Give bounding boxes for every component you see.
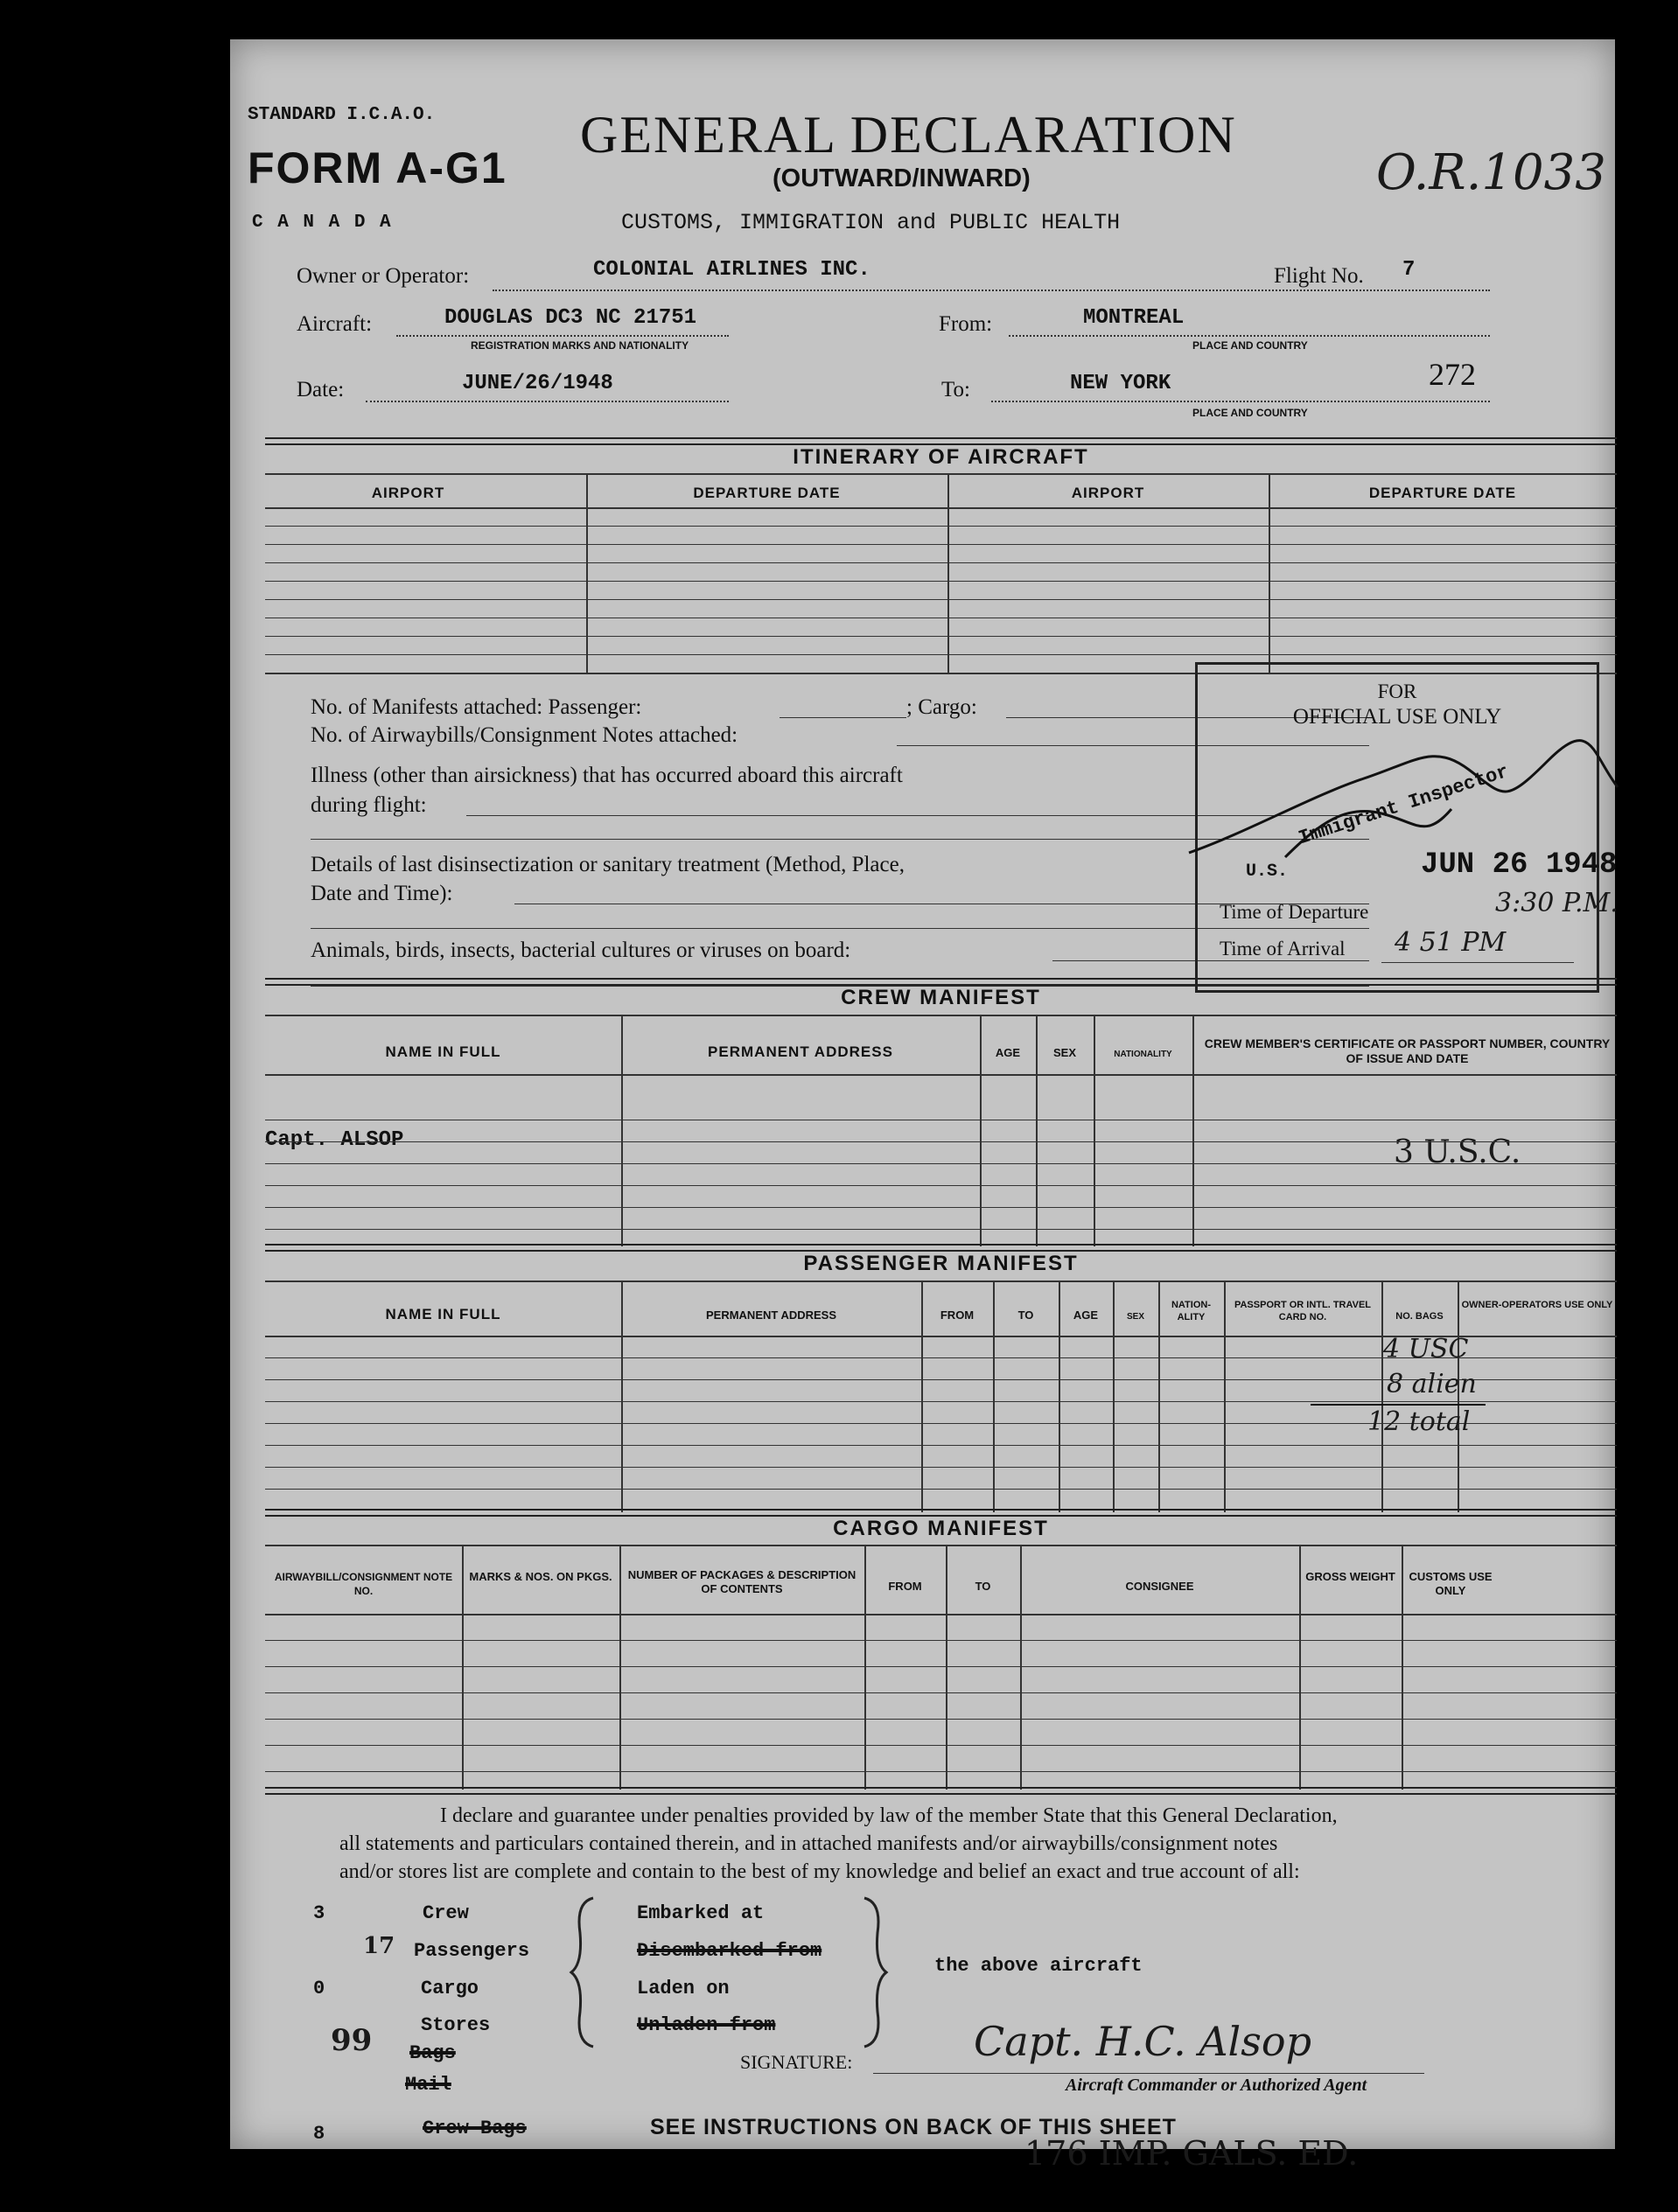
airwaybills-label: No. of Airwaybills/Consignment Notes attached: bbox=[311, 723, 738, 747]
action-laden: Laden on bbox=[637, 1978, 730, 1999]
itinerary-col-departure-1: DEPARTURE DATE bbox=[693, 485, 841, 501]
form-number: FORM A-G1 bbox=[248, 143, 507, 192]
count-cargo-value: 0 bbox=[313, 1978, 325, 1999]
left-brace bbox=[567, 1894, 602, 2051]
passenger-col-bags: NO. BAGS bbox=[1395, 1311, 1444, 1322]
count-crew-bags-label: Crew Bags bbox=[423, 2118, 527, 2139]
count-crew-bags-value: 8 bbox=[313, 2123, 325, 2145]
passenger-col-address: PERMANENT ADDRESS bbox=[705, 1308, 837, 1322]
stamp-inspector-title: Immigrant Inspector bbox=[1296, 760, 1512, 850]
signature-caption: Aircraft Commander or Authorized Agent bbox=[1066, 2076, 1367, 2095]
count-bags-value: 99 bbox=[331, 2023, 373, 2058]
passenger-col-age: AGE bbox=[1073, 1308, 1099, 1322]
illness-label-1: Illness (other than airsickness) that has occurred aboard this aircraft bbox=[311, 764, 903, 787]
cargo-col-airwaybill: AIRWAYBILL/CONSIGNMENT NOTE NO. bbox=[274, 1571, 453, 1597]
owner-label: Owner or Operator: bbox=[297, 264, 470, 288]
fuel-note: 176 IMP. GALS. ED. bbox=[1024, 2134, 1359, 2173]
itinerary-col-airport-1: AIRPORT bbox=[371, 485, 445, 501]
itinerary-col-airport-2: AIRPORT bbox=[1071, 485, 1145, 501]
cargo-col-to: TO bbox=[975, 1580, 991, 1593]
disinsect-label-1: Details of last disinsectization or sanitary treatment (Method, Place, bbox=[311, 853, 905, 876]
count-crew-label: Crew bbox=[423, 1902, 469, 1924]
passenger-manifest-title: PASSENGER MANIFEST bbox=[803, 1252, 1079, 1275]
passenger-col-owner: OWNER-OPERATORS USE ONLY bbox=[1461, 1300, 1613, 1310]
date-label: Date: bbox=[297, 378, 345, 401]
form-subtitle: (OUTWARD/INWARD) bbox=[773, 164, 1031, 192]
place-caption-to: PLACE AND COUNTRY bbox=[1192, 407, 1308, 419]
count-crew-value: 3 bbox=[313, 1902, 325, 1924]
count-bags-label: Bags bbox=[409, 2042, 456, 2064]
instructions-note: SEE INSTRUCTIONS ON BACK OF THIS SHEET bbox=[650, 2115, 1177, 2139]
to-value: NEW YORK bbox=[1070, 372, 1171, 395]
flight-label: Flight No. bbox=[1274, 264, 1364, 288]
aircraft-value: DOUGLAS DC3 NC 21751 bbox=[444, 306, 697, 330]
declaration-text-1: I declare and guarantee under penalties provided by law of the member State that this General Declaration, bbox=[440, 1804, 1338, 1827]
crew-col-sex: SEX bbox=[1052, 1046, 1076, 1059]
country-label: C A N A D A bbox=[252, 213, 393, 233]
extra-number: 272 bbox=[1429, 357, 1476, 392]
official-use-label: OFFICIAL USE ONLY bbox=[1292, 705, 1502, 729]
passenger-col-from: FROM bbox=[940, 1308, 975, 1322]
manifests-attached-label: No. of Manifests attached: Passenger: bbox=[311, 695, 642, 719]
passenger-col-to: TO bbox=[1017, 1308, 1034, 1322]
owner-value: COLONIAL AIRLINES INC. bbox=[593, 258, 870, 282]
declaration-text-3: and/or stores list are complete and contain to the best of my knowledge and belief an exact and true account of all: bbox=[339, 1860, 1300, 1883]
stamp-us: U.S. bbox=[1246, 862, 1289, 882]
count-stores-label: Stores bbox=[421, 2014, 491, 2036]
crew-entry-note: 3 U.S.C. bbox=[1394, 1134, 1521, 1170]
cargo-manifest-label: ; Cargo: bbox=[906, 695, 977, 719]
cargo-col-packages: NUMBER OF PACKAGES & DESCRIPTION OF CONTENTS bbox=[627, 1568, 856, 1595]
from-value: MONTREAL bbox=[1083, 306, 1185, 330]
authorities-label: CUSTOMS, IMMIGRATION and PUBLIC HEALTH bbox=[621, 210, 1121, 235]
form-title: GENERAL DECLARATION bbox=[580, 106, 1237, 164]
above-aircraft-text: the above aircraft bbox=[934, 1955, 1143, 1977]
crew-col-name: NAME IN FULL bbox=[385, 1043, 501, 1060]
count-passengers-label: Passengers bbox=[414, 1940, 530, 1962]
stamp-date: JUN 26 1948 bbox=[1421, 848, 1618, 882]
right-brace bbox=[860, 1894, 895, 2051]
crew-col-nationality: NATIONALITY bbox=[1114, 1050, 1172, 1059]
crew-col-address: PERMANENT ADDRESS bbox=[708, 1043, 893, 1060]
cargo-col-consignee: CONSIGNEE bbox=[1125, 1580, 1194, 1593]
action-disembarked: Disembarked from bbox=[637, 1940, 822, 1962]
cargo-col-from: FROM bbox=[888, 1580, 922, 1593]
animals-label: Animals, birds, insects, bacterial cultures or viruses on board: bbox=[311, 939, 851, 962]
arrival-time-value: 4 51 PM bbox=[1395, 927, 1507, 958]
place-caption-from: PLACE AND COUNTRY bbox=[1192, 339, 1308, 352]
arrival-time-label: Time of Arrival bbox=[1220, 938, 1346, 959]
date-value: JUNE/26/1948 bbox=[462, 372, 613, 395]
crew-entry-name: Capt. ALSOP bbox=[265, 1128, 404, 1152]
passenger-tally-alien: 8 alien bbox=[1387, 1369, 1477, 1399]
count-passengers-value: 17 bbox=[363, 1933, 395, 1959]
action-unladen: Unladen from bbox=[637, 2014, 776, 2036]
signature-value: Capt. H.C. Alsop bbox=[974, 2018, 1312, 2065]
action-embarked: Embarked at bbox=[637, 1902, 765, 1924]
crew-col-age: AGE bbox=[995, 1046, 1021, 1059]
standard-label: STANDARD I.C.A.O. bbox=[248, 105, 436, 125]
passenger-tally-total: 12 total bbox=[1367, 1406, 1471, 1437]
passenger-col-name: NAME IN FULL bbox=[385, 1306, 501, 1322]
from-label: From: bbox=[939, 312, 993, 336]
itinerary-title: ITINERARY OF AIRCRAFT bbox=[793, 445, 1089, 469]
declaration-text-2: all statements and particulars contained therein, and in attached manifests and/or airwaybills/consignment notes bbox=[339, 1832, 1278, 1855]
passenger-tally-usc: 4 USC bbox=[1383, 1334, 1469, 1364]
to-label: To: bbox=[941, 378, 970, 401]
aircraft-label: Aircraft: bbox=[297, 312, 373, 336]
official-use-box bbox=[1195, 662, 1619, 993]
crew-manifest-title: CREW MANIFEST bbox=[841, 986, 1041, 1009]
registration-caption: REGISTRATION MARKS AND NATIONALITY bbox=[471, 339, 689, 352]
passenger-col-nationality: NATION-ALITY bbox=[1171, 1300, 1211, 1322]
crew-col-certificate: CREW MEMBER'S CERTIFICATE OR PASSPORT NUMBER, COUNTRY OF ISSUE AND DATE bbox=[1204, 1036, 1611, 1065]
passenger-col-sex: SEX bbox=[1126, 1312, 1144, 1322]
signature-label: SIGNATURE: bbox=[740, 2051, 853, 2073]
file-reference: O.R.1033 bbox=[1376, 144, 1606, 201]
departure-time-value: 3:30 P.M. bbox=[1495, 888, 1619, 918]
cargo-col-customs: CUSTOMS USE ONLY bbox=[1409, 1570, 1493, 1597]
cargo-manifest-title: CARGO MANIFEST bbox=[833, 1517, 1049, 1540]
itinerary-col-departure-2: DEPARTURE DATE bbox=[1368, 485, 1517, 501]
flight-value: 7 bbox=[1402, 258, 1416, 282]
general-declaration-form bbox=[230, 39, 1619, 2173]
disinsect-label-2: Date and Time): bbox=[311, 882, 453, 905]
departure-time-label: Time of Departure bbox=[1220, 901, 1369, 923]
count-mail-label: Mail bbox=[405, 2074, 451, 2096]
passenger-col-passport: PASSPORT OR INTL. TRAVEL CARD NO. bbox=[1234, 1300, 1372, 1322]
count-cargo-label: Cargo bbox=[421, 1978, 479, 1999]
cargo-col-gross-weight: GROSS WEIGHT bbox=[1305, 1570, 1395, 1583]
illness-label-2: during flight: bbox=[311, 793, 427, 817]
official-for-label: FOR bbox=[1377, 680, 1417, 702]
cargo-col-marks: MARKS & NOS. ON PKGS. bbox=[469, 1570, 612, 1583]
